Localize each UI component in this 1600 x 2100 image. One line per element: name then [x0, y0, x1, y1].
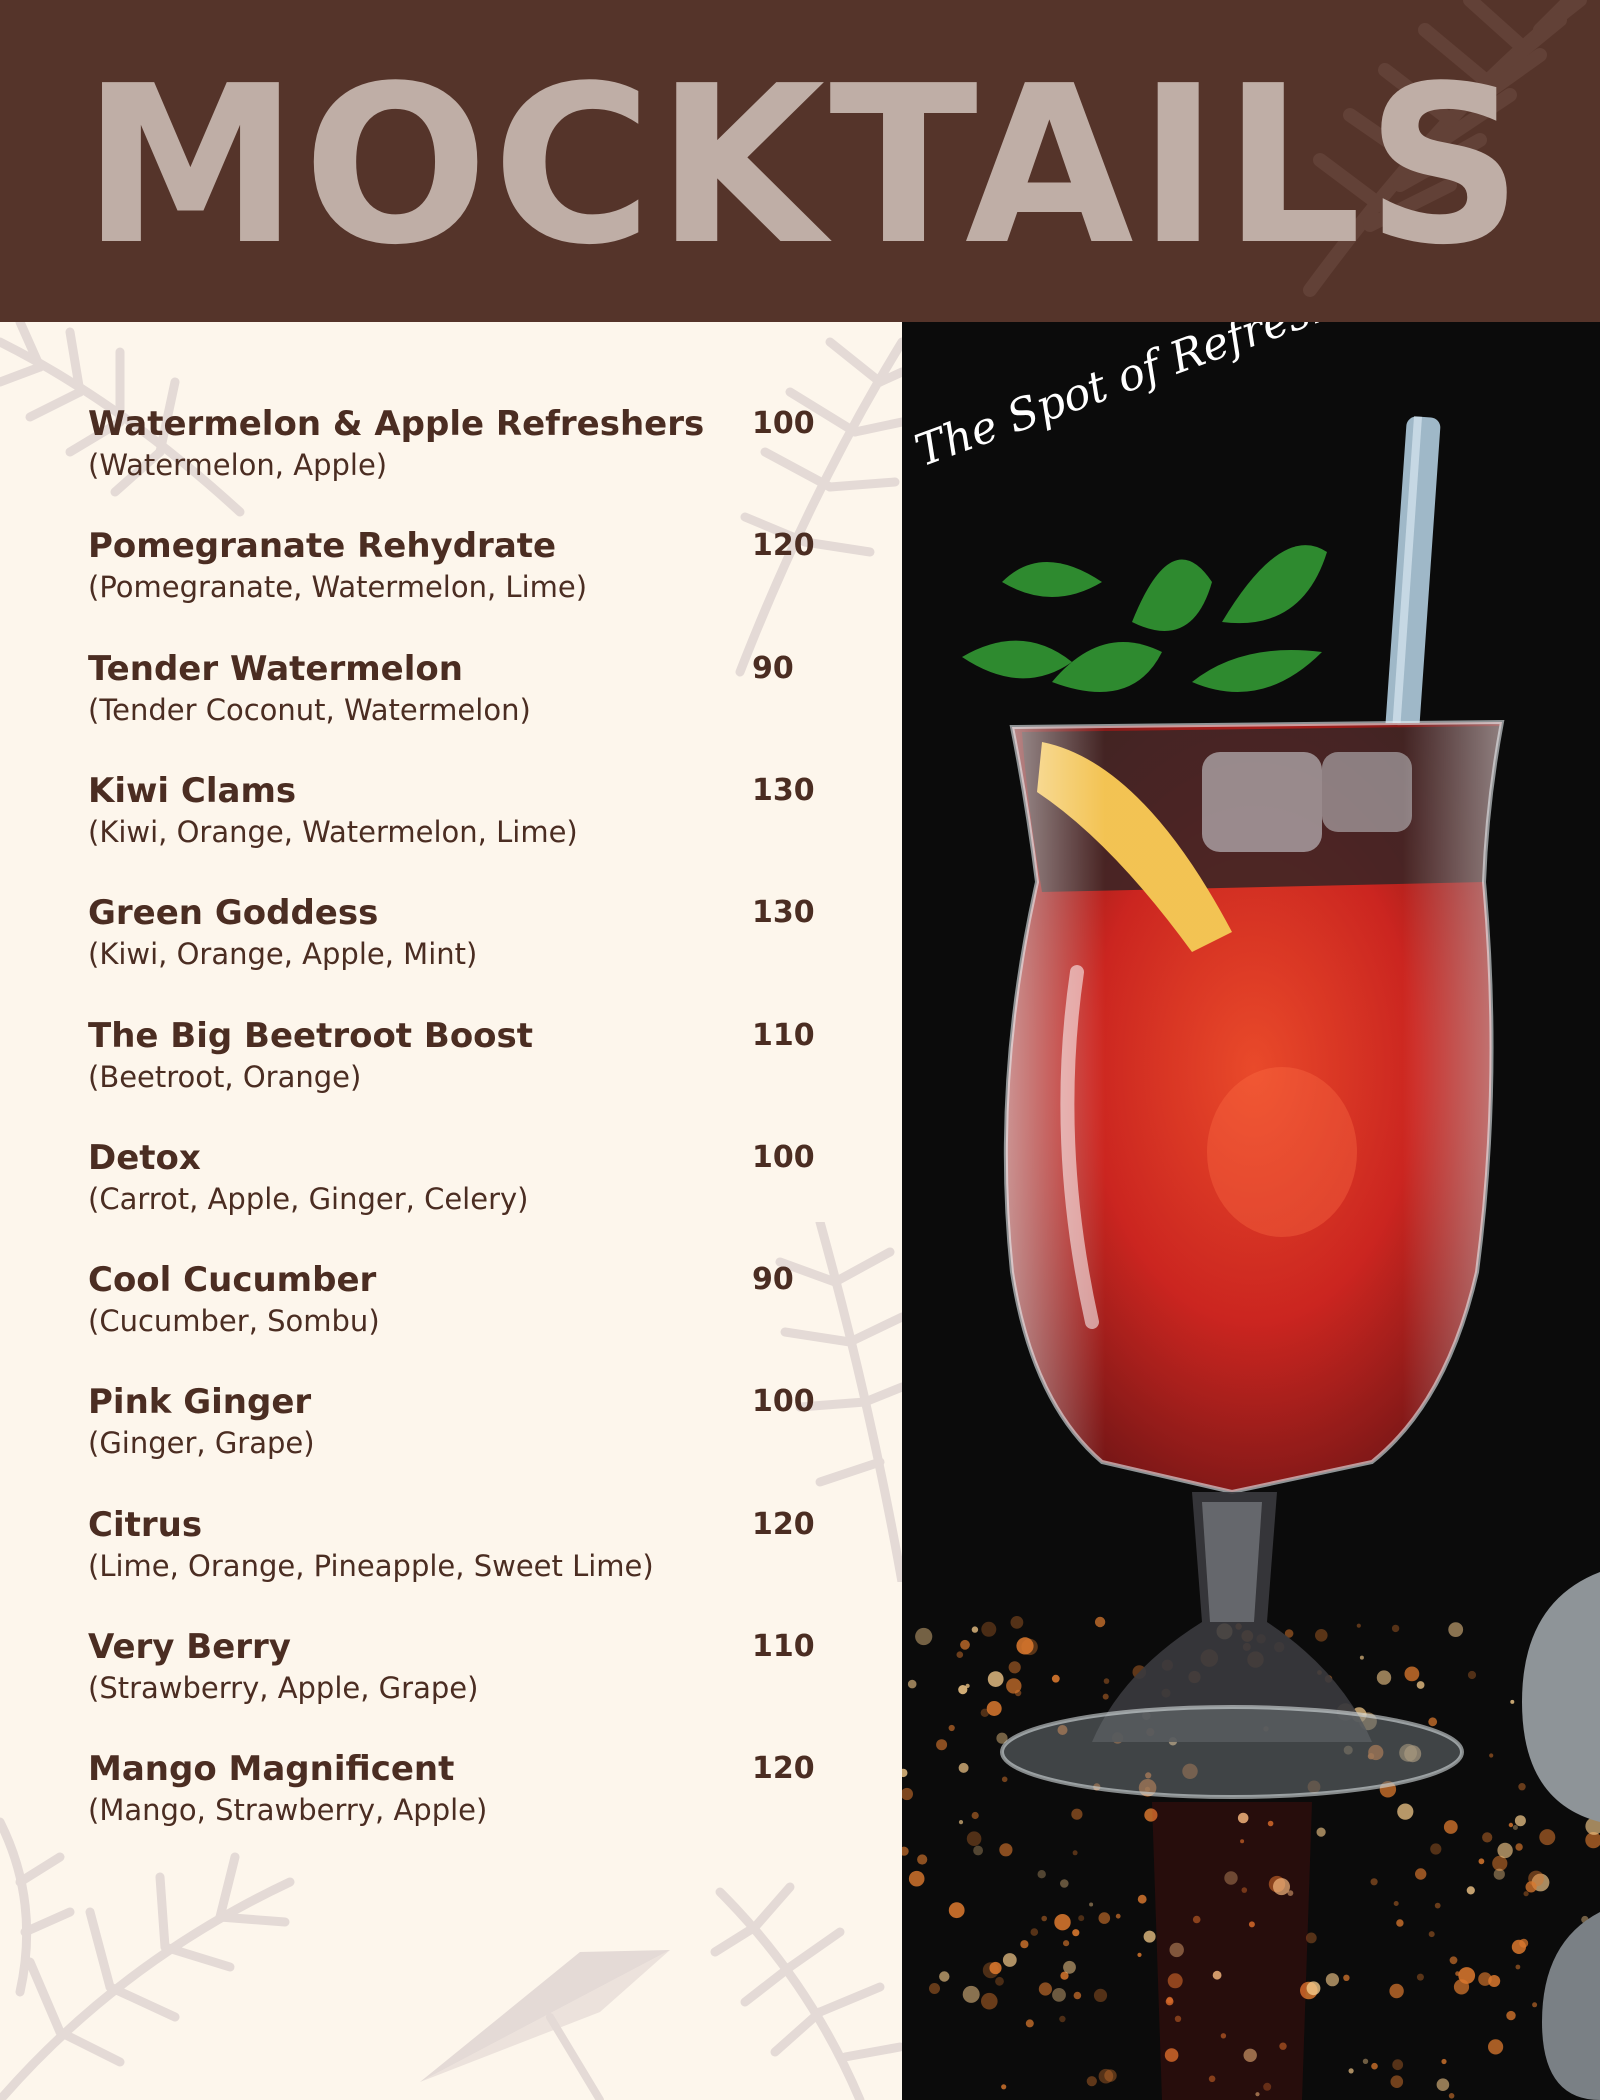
menu-item-price: 120	[752, 1751, 815, 1786]
cocktail-glass-image	[902, 322, 1600, 2100]
menu-item-price: 110	[752, 1018, 815, 1053]
menu-item-price: 100	[752, 1140, 815, 1175]
menu-item	[88, 526, 828, 636]
menu-item-name: Cool Cucumber	[88, 1260, 377, 1300]
menu-item-name: The Big Beetroot Boost	[88, 1016, 534, 1056]
menu-item-price: 100	[752, 1384, 815, 1419]
menu-list	[0, 322, 902, 2100]
menu-item-ingredients: (Pomegranate, Watermelon, Lime)	[88, 570, 588, 604]
menu-item-name: Watermelon & Apple Refreshers	[88, 404, 705, 444]
menu-item-price: 100	[752, 406, 815, 441]
menu-item-name: Very Berry	[88, 1627, 291, 1667]
menu-item-ingredients: (Kiwi, Orange, Apple, Mint)	[88, 937, 478, 971]
menu-item	[88, 1382, 828, 1492]
menu-item-ingredients: (Carrot, Apple, Ginger, Celery)	[88, 1182, 529, 1216]
menu-item-ingredients: (Ginger, Grape)	[88, 1426, 315, 1460]
menu-item	[88, 1016, 828, 1126]
menu-item-price: 90	[752, 1262, 794, 1297]
menu-item-price: 130	[752, 773, 815, 808]
header-band	[0, 0, 1600, 322]
menu-item-ingredients: (Beetroot, Orange)	[88, 1060, 362, 1094]
menu-item	[88, 893, 828, 1003]
menu-item	[88, 1260, 828, 1370]
menu-item-ingredients: (Tender Coconut, Watermelon)	[88, 693, 531, 727]
menu-item-ingredients: (Kiwi, Orange, Watermelon, Lime)	[88, 815, 578, 849]
page-title: MOCKTAILS	[82, 40, 1527, 293]
menu-item-price: 90	[752, 651, 794, 686]
menu-item-name: Pink Ginger	[88, 1382, 312, 1422]
menu-item	[88, 649, 828, 759]
menu-item-name: Tender Watermelon	[88, 649, 463, 689]
menu-item	[88, 1749, 828, 1859]
menu-item-price: 110	[752, 1629, 815, 1664]
menu-item	[88, 1505, 828, 1615]
menu-item	[88, 1627, 828, 1737]
menu-item-ingredients: (Lime, Orange, Pineapple, Sweet Lime)	[88, 1549, 654, 1583]
menu-item-ingredients: (Watermelon, Apple)	[88, 448, 388, 482]
menu-item	[88, 771, 828, 881]
menu-item	[88, 1138, 828, 1248]
menu-item-name: Pomegranate Rehydrate	[88, 526, 557, 566]
menu-item-price: 130	[752, 895, 815, 930]
menu-item-price: 120	[752, 1507, 815, 1542]
menu-item-name: Mango Magnificent	[88, 1749, 455, 1789]
menu-item-name: Kiwi Clams	[88, 771, 297, 811]
menu-item-ingredients: (Mango, Strawberry, Apple)	[88, 1793, 488, 1827]
menu-item-ingredients: (Cucumber, Sombu)	[88, 1304, 380, 1338]
cocktail-photo	[902, 322, 1600, 2100]
menu-item-ingredients: (Strawberry, Apple, Grape)	[88, 1671, 479, 1705]
menu-item-name: Green Goddess	[88, 893, 379, 933]
menu-item-name: Detox	[88, 1138, 201, 1178]
menu-column	[0, 322, 902, 2100]
menu-item-name: Citrus	[88, 1505, 203, 1545]
menu-item	[88, 404, 828, 514]
menu-item-price: 120	[752, 528, 815, 563]
